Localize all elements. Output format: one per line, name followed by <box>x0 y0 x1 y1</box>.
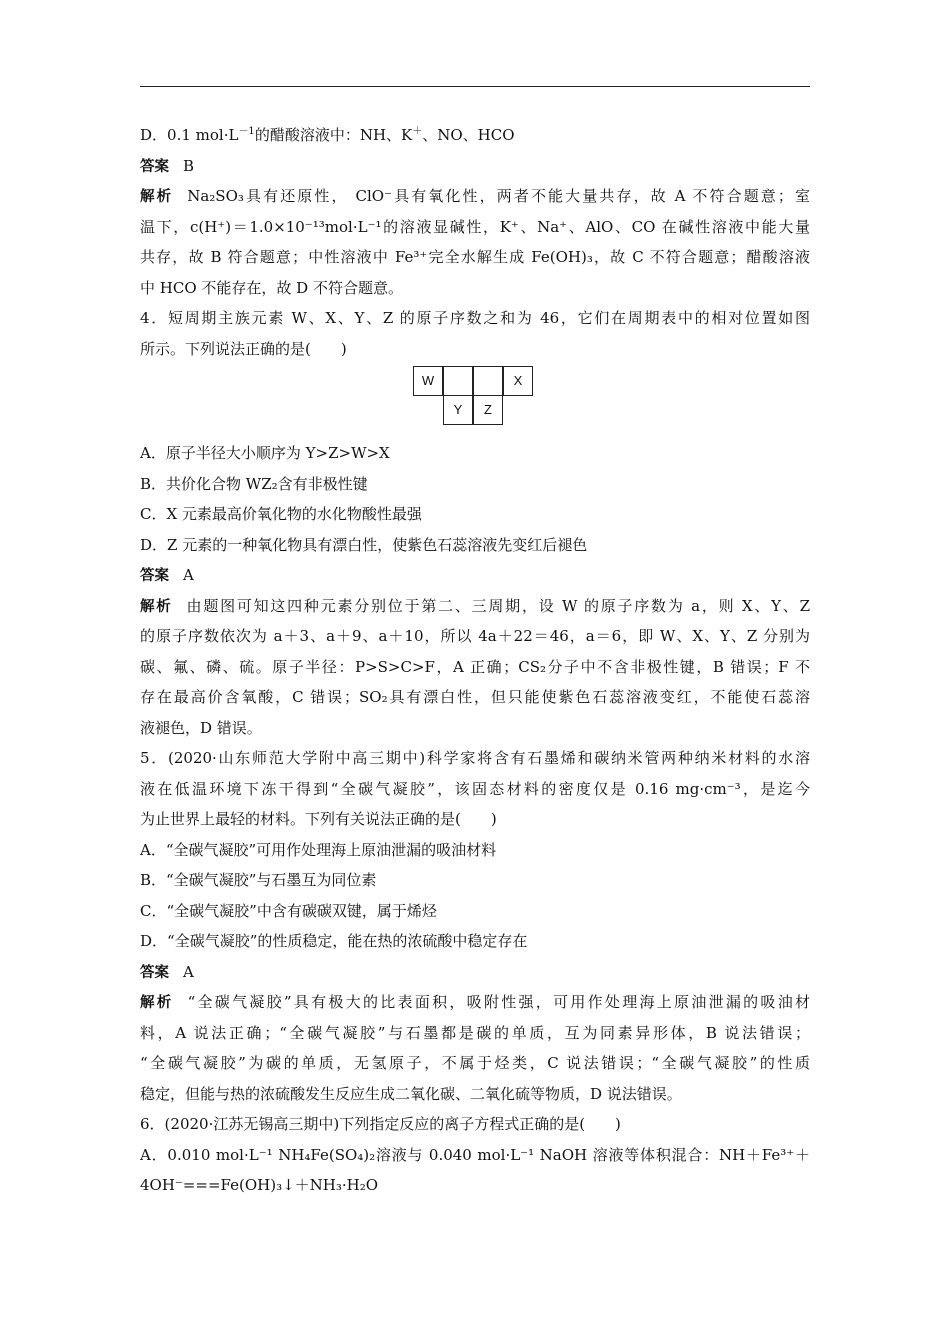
q3-analysis-line: 解析 Na₂SO₃具有还原性， ClO⁻具有氧化性，两者不能大量共存，故 A 不符合题意；室 <box>140 187 810 205</box>
q4-stem-line: 4．短周期主族元素 W、X、Y、Z 的原子序数之和为 46，它们在周期表中的相对位置如图 <box>140 309 810 327</box>
cell-z: Z <box>473 395 503 425</box>
q5-option: B．“全碳气凝胶”与石墨互为同位素 <box>140 871 377 889</box>
q6-stem: 6．(2020·江苏无锡高三期中)下列指定反应的离子方程式正确的是( ) <box>140 1115 621 1133</box>
q3-answer <box>140 151 810 182</box>
q3-analysis-line: 中 HCO 不能存在，故 D 不符合题意。 <box>140 278 403 297</box>
q4-stem-line: 所示。下列说法正确的是( ) <box>140 339 347 358</box>
q5-stem-line: 液在低温环境下冻干得到“全碳气凝胶”，该固态材料的密度仅是 0.16 mg·cm⁻³，是迄今 <box>140 779 810 798</box>
q5-analysis-line: 料，A 说法正确；“全碳气凝胶”与石墨都是碳的单质，互为同素异形体，B 说法错误； <box>140 1023 810 1042</box>
q5-option: A．“全碳气凝胶”可用作处理海上原油泄漏的吸油材料 <box>140 840 497 859</box>
answer-label: 答案 <box>140 568 169 584</box>
q4-answer <box>140 560 810 591</box>
analysis-label: 解析 <box>140 995 174 1011</box>
q5-stem-line: 为止世界上最轻的材料。下列有关说法正确的是( ) <box>140 810 497 828</box>
cell-w: W <box>413 366 443 396</box>
q5-analysis-line: “全碳气凝胶”为碳的单质，无氢原子，不属于烃类，C 说法错误；“全碳气凝胶”的性质 <box>140 1054 810 1072</box>
q5-analysis-line: 稳定，但能与热的浓硫酸发生反应生成二氧化碳、二氧化硫等物质，D 说法错误。 <box>140 1084 682 1103</box>
analysis-label: 解析 <box>140 189 174 205</box>
document-body <box>140 120 810 1201</box>
cell-empty <box>473 366 503 396</box>
q4-analysis-line: 存在最高价含氧酸，C 错误；SO₂具有漂白性，但只能使紫色石蕊溶液变红，不能使石蕊溶 <box>140 688 810 706</box>
q5-stem-line: 5．(2020·山东师范大学附中高三期中)科学家将含有石墨烯和碳纳米管两种纳米材料的水溶 <box>140 749 810 767</box>
header-rule <box>140 86 810 87</box>
q3-analysis-line: 共存，故 B 符合题意；中性溶液中 Fe³⁺完全水解生成 Fe(OH)₃，故 C 不符合题意；醋酸溶液 <box>140 248 810 266</box>
analysis-label: 解析 <box>140 598 173 615</box>
q5-answer <box>140 957 810 988</box>
q4-analysis-line: 的原子序数依次为 a＋3、a＋9、a＋10，所以 4a＋22＝46，a＝6，即 W、X、Y、Z 分别为 <box>140 627 810 645</box>
periodic-table-fragment <box>140 366 810 430</box>
cell-empty <box>443 366 473 396</box>
q4-option: C．X 元素最高价氧化物的水化物酸性最强 <box>140 505 422 523</box>
q6-option-a-line: A．0.010 mol·L⁻¹ NH₄Fe(SO₄)₂溶液与 0.040 mol·L⁻¹ NaOH 溶液等体积混合：NH＋Fe³⁺＋ <box>140 1145 810 1164</box>
cell-y: Y <box>443 395 473 425</box>
cell-x: X <box>503 366 533 396</box>
q4-analysis-line: 碳、氟、磷、硫。原子半径：P>S>C>F，A 正确；CS₂分子中不含非极性键，B 错误；F 不 <box>140 657 810 676</box>
answer-value: A <box>183 566 194 584</box>
q5-analysis-line: 解析 “全碳气凝胶”具有极大的比表面积，吸附性强，可用作处理海上原油泄漏的吸油材 <box>140 993 810 1011</box>
q4-option: A．原子半径大小顺序为 Y>Z>W>X <box>140 444 390 462</box>
q4-option: D．Z 元素的一种氧化物具有漂白性，使紫色石蕊溶液先变红后褪色 <box>140 535 588 554</box>
answer-value: B <box>183 156 195 175</box>
q5-option: C．“全碳气凝胶”中含有碳碳双键，属于烯烃 <box>140 901 437 920</box>
q4-analysis-line: 液褪色，D 错误。 <box>140 718 262 737</box>
answer-label: 答案 <box>140 158 169 175</box>
answer-value: A <box>183 962 194 981</box>
q4-analysis-line: 解析 由题图可知这四种元素分别位于第二、三周期，设 W 的原子序数为 a，则 X、Y、Z <box>140 596 810 615</box>
answer-label: 答案 <box>140 964 169 981</box>
q6-option-a-line: 4OH⁻===Fe(OH)₃↓＋NH₃·H₂O <box>140 1176 379 1194</box>
q5-option: D．“全碳气凝胶”的性质稳定，能在热的浓硫酸中稳定存在 <box>140 932 528 950</box>
q4-option: B．共价化合物 WZ₂含有非极性键 <box>140 474 368 493</box>
q3-analysis-line: 温下，c(H⁺)＝1.0×10⁻¹³mol·L⁻¹的溶液显碱性，K⁺、Na⁺、AlO、CO 在碱性溶液中能大量 <box>140 217 810 236</box>
q3-option-d: D．0.1 $mol\cdot L^{-1}$的醋酸溶液中：NH、K＋、NO、HCO <box>140 126 515 144</box>
